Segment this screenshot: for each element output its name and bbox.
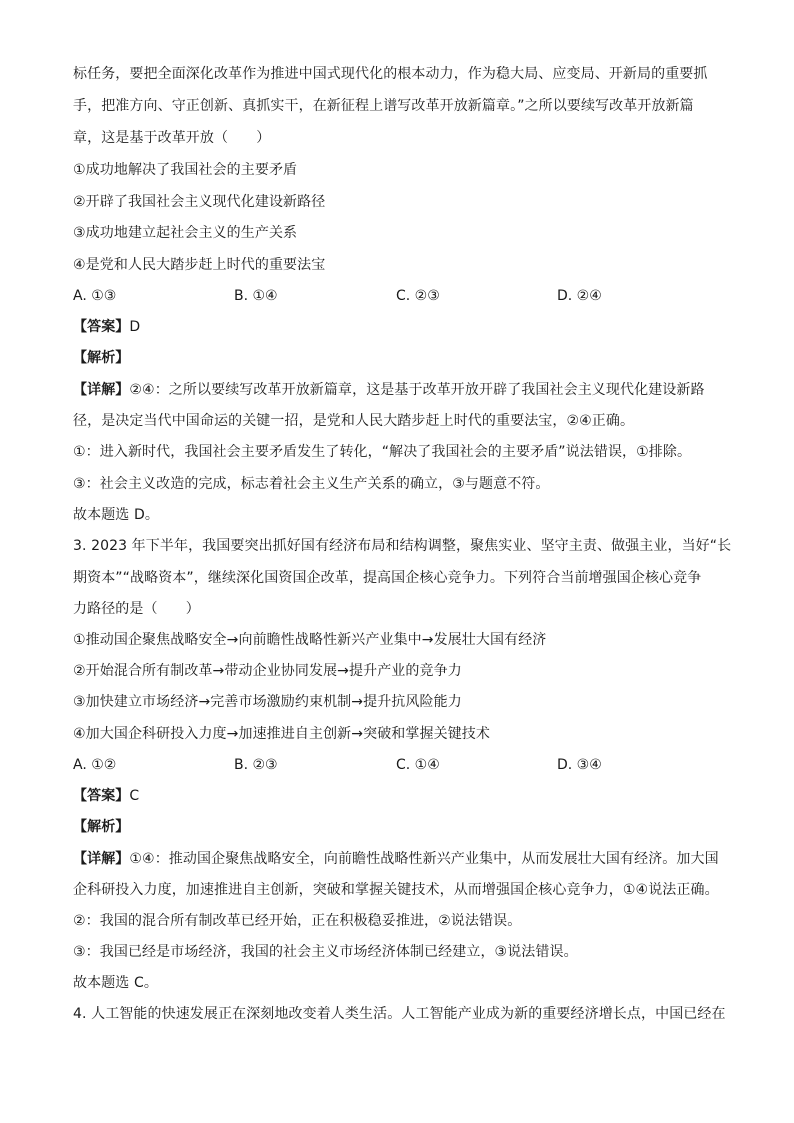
q2-stem-line-3: 章，这是基于改革开放（ ）: [73, 130, 271, 146]
q3-stem-line-3: 力路径的是（ ）: [73, 601, 200, 617]
q2-conclusion: 故本题选 D。: [73, 507, 159, 523]
q3-item-4: ④加大国企科研投入力度→加速推进自主创新→突破和掌握关键技术: [73, 726, 491, 742]
q3-detail-tag: 【详解】: [73, 851, 130, 867]
q3-stem-line-2: 期资本”“战略资本”，继续深化国资国企改革，提高国企核心竞争力。下列符合当前增强国企核心竞争: [73, 570, 702, 586]
q2-option-b: B. ①④: [234, 288, 278, 304]
q2-option-c: C. ②③: [396, 288, 440, 304]
q2-stem-line-2: 手，把准方向、守正创新、真抓实干，在新征程上谱写改革开放新篇章。”之所以要续写改革开放新篇: [73, 98, 694, 114]
q2-analysis-tag: 【解析】: [73, 350, 130, 366]
q3-conclusion: 故本题选 C。: [73, 975, 158, 991]
q2-detail-line-3: ①：进入新时代，我国社会主要矛盾发生了转化，“解决了我国社会的主要矛盾”说法错误，①排除。: [73, 444, 692, 460]
q3-detail-line-2: 企科研投入力度，加速推进自主创新，突破和掌握关键技术，从而增强国企核心竞争力，①④说法正确。: [73, 882, 719, 898]
q2-detail-line-2: 径，是决定当代中国命运的关键一招，是党和人民大踏步赶上时代的重要法宝，②④正确。: [73, 413, 635, 429]
q2-item-2: ②开辟了我国社会主义现代化建设新路径: [73, 194, 326, 210]
q2-item-1: ①成功地解决了我国社会的主要矛盾: [73, 162, 298, 178]
q3-option-c: C. ①④: [396, 757, 440, 773]
q3-option-b: B. ②③: [234, 757, 278, 773]
q2-item-4: ④是党和人民大踏步赶上时代的重要法宝: [73, 257, 326, 273]
q2-answer-tag: 【答案】: [73, 319, 130, 335]
q3-analysis-tag: 【解析】: [73, 819, 130, 835]
q2-item-3: ③成功地建立起社会主义的生产关系: [73, 225, 298, 241]
q2-detail-line-4: ③：社会主义改造的完成，标志着社会主义生产关系的确立，③与题意不符。: [73, 476, 550, 492]
q3-answer: [73, 786, 139, 806]
q3-stem-line-1: 3. 2023 年下半年，我国要突出抓好国有经济布局和结构调整，聚焦实业、坚守主责、做强主业，当好“长: [73, 538, 732, 554]
q3-option-a: A. ①②: [73, 757, 117, 773]
q3-item-3: ③加快建立市场经济→完善市场激励约束机制→提升抗风险能力: [73, 694, 462, 710]
q4-stem-line-1: 4. 人工智能的快速发展正在深刻地改变着人类生活。人工智能产业成为新的重要经济增长点，中国已经在: [73, 1006, 726, 1022]
q2-detail-tag: 【详解】: [73, 382, 130, 398]
q2-answer-value: D: [129, 319, 141, 335]
q2-option-a: A. ①③: [73, 288, 117, 304]
q2-detail-text-1: ②④：之所以要续写改革开放新篇章，这是基于改革开放开辟了我国社会主义现代化建设新路: [129, 382, 705, 398]
q2-answer: [73, 317, 140, 337]
q3-detail-line-1: [73, 849, 719, 869]
q3-answer-value: C: [129, 788, 140, 804]
q2-option-d: D. ②④: [557, 288, 602, 304]
q3-item-2: ②开始混合所有制改革→带动企业协同发展→提升产业的竞争力: [73, 663, 462, 679]
q3-detail-line-3: ②：我国的混合所有制改革已经开始，正在积极稳妥推进，②说法错误。: [73, 913, 522, 929]
q3-detail-line-4: ③：我国已经是市场经济，我国的社会主义市场经济体制已经建立，③说法错误。: [73, 944, 578, 960]
q3-option-d: D. ③④: [557, 757, 602, 773]
q3-item-1: ①推动国企聚焦战略安全→向前瞻性战略性新兴产业集中→发展壮大国有经济: [73, 632, 547, 648]
q3-answer-tag: 【答案】: [73, 788, 130, 804]
q3-detail-text-1: ①④：推动国企聚焦战略安全，向前瞻性战略性新兴产业集中，从而发展壮大国有经济。加大国: [129, 851, 719, 867]
q2-stem-line-1: 标任务，要把全面深化改革作为推进中国式现代化的根本动力，作为稳大局、应变局、开新局的重要抓: [73, 66, 708, 82]
q2-detail-line-1: [73, 380, 705, 400]
